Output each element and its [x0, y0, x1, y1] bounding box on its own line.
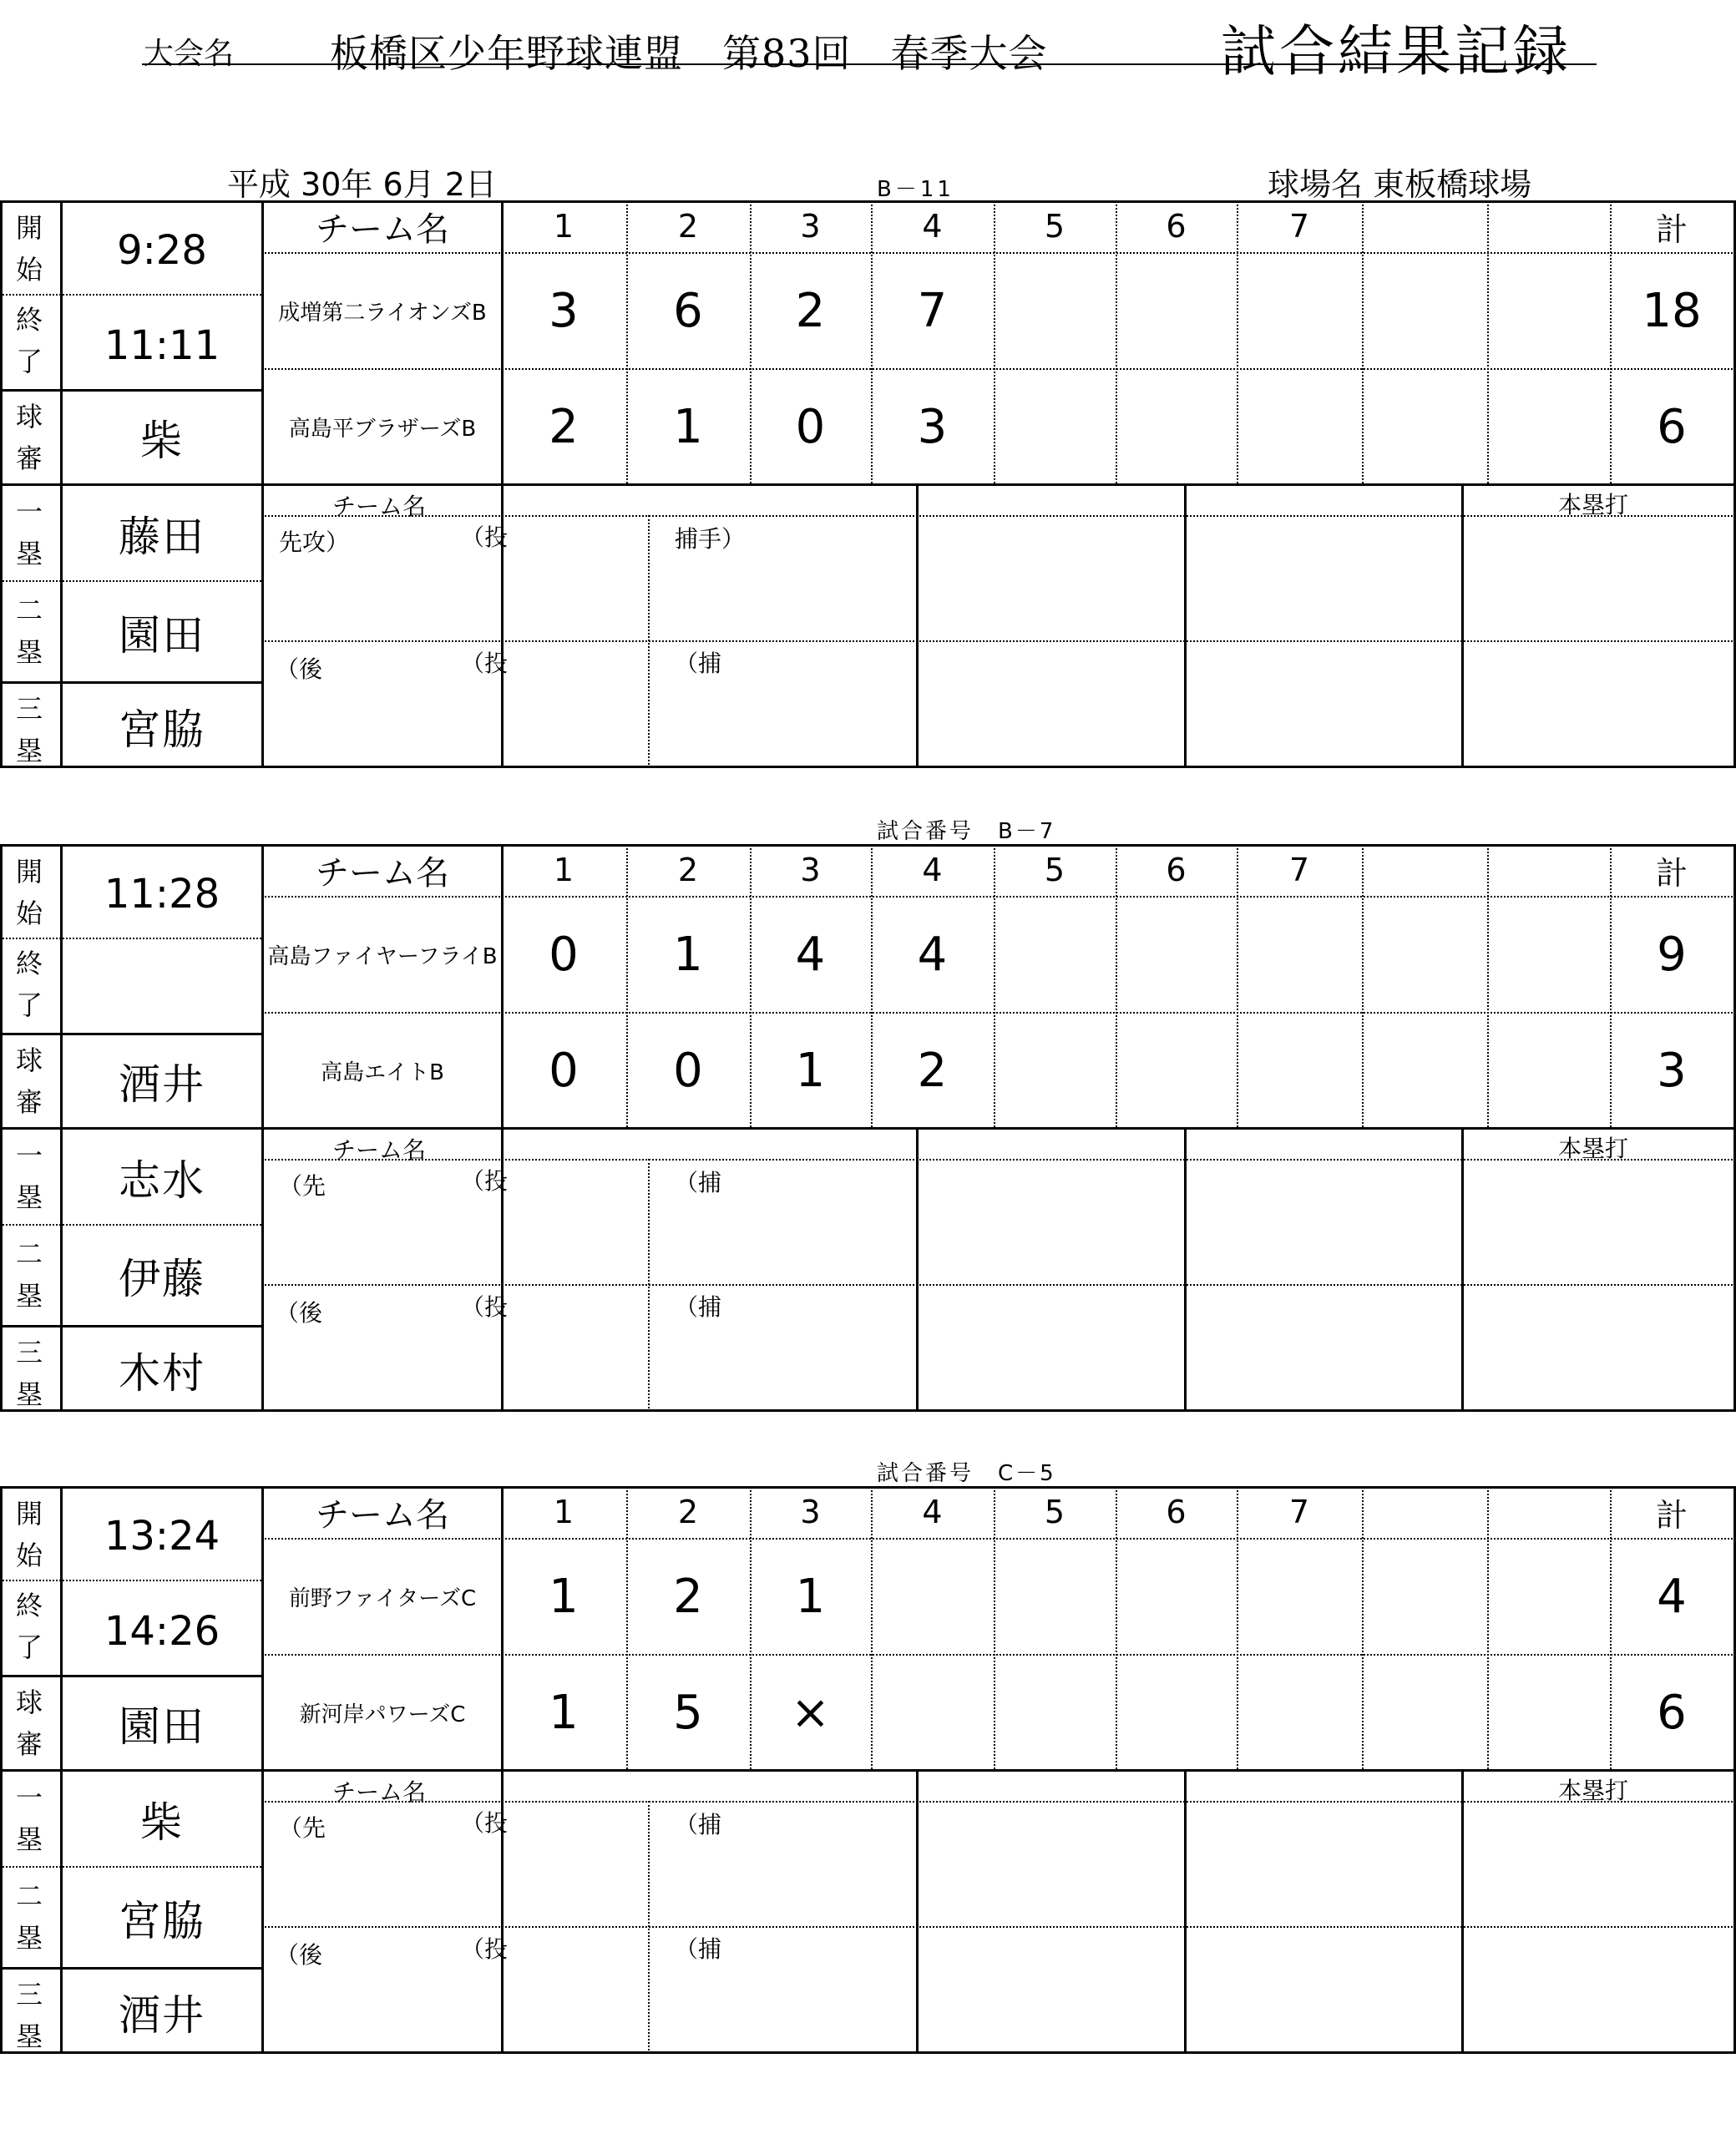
inning-header: 3 [800, 852, 821, 888]
inning-score [1116, 898, 1237, 1012]
inning-header: 2 [677, 208, 699, 245]
start-time-label: 始 [15, 1540, 43, 1571]
inning-score [1116, 370, 1237, 483]
inning-score [994, 1540, 1116, 1654]
plate-umpire-label: 球 [15, 1044, 43, 1076]
first-pitcher-label: （投 [461, 523, 509, 551]
second-base-umpire: 伊藤 [119, 1255, 205, 1303]
inning-score [1237, 370, 1362, 483]
inning-score: 3 [917, 399, 948, 454]
game-record-2 [0, 844, 1736, 1487]
total-score: 6 [1657, 399, 1687, 454]
second-base-umpire-label: 二 [15, 1238, 43, 1270]
second-base-umpire-label: 二 [15, 594, 43, 626]
first-base-umpire-label: 塁 [15, 1181, 43, 1213]
inning-score [1487, 370, 1610, 483]
inning-header: 6 [1166, 1494, 1187, 1530]
second-catcher-label: （捕 [675, 650, 722, 677]
first-catcher-label: （捕 [675, 1811, 722, 1838]
plate-umpire: 園田 [119, 1702, 205, 1751]
grid-line [261, 1284, 1736, 1286]
game-number-label: 試合番号 B－7 [877, 819, 1056, 844]
start-time-label: 始 [15, 898, 43, 929]
grid-line [1461, 1127, 1464, 1412]
start-time-label: 開 [15, 212, 43, 244]
end-time-label: 了 [15, 346, 43, 377]
first-pitcher-label: （投 [461, 1167, 509, 1195]
end-time-label: 了 [15, 1631, 43, 1663]
grid-line [916, 1127, 919, 1412]
total-score: 6 [1657, 1685, 1687, 1740]
inning-score: 4 [795, 928, 826, 982]
grid-line [0, 1866, 261, 1868]
inning-score: 1 [549, 1685, 579, 1740]
second-base-umpire-label: 塁 [15, 636, 43, 668]
second-pitcher-label: （投 [461, 1293, 509, 1321]
first-catcher-label: （捕 [675, 1169, 722, 1196]
game-date: 平成 30年 6月 2日 [227, 166, 497, 203]
first-team-label: 先攻） [279, 528, 350, 556]
first-base-umpire: 柴 [140, 1798, 184, 1847]
end-time-label: 終 [15, 1590, 43, 1621]
homerun-header: 本塁打 [1558, 1777, 1629, 1804]
inning-header [1362, 844, 1487, 896]
inning-header: 2 [677, 1494, 699, 1530]
inning-score: 0 [549, 928, 579, 982]
inning-score [994, 898, 1116, 1012]
grid-line [261, 1926, 1736, 1928]
inning-score [1362, 1540, 1487, 1654]
total-score: 18 [1642, 284, 1702, 338]
inning-header [1362, 200, 1487, 252]
grid-line [1184, 483, 1187, 768]
venue-name: 球場名 東板橋球場 [1268, 166, 1532, 203]
inning-score: 3 [549, 284, 579, 338]
inning-header: 3 [800, 208, 821, 245]
end-time-label: 終 [15, 948, 43, 979]
inning-score: 0 [549, 1043, 579, 1098]
second-base-umpire: 宮脇 [119, 1897, 205, 1945]
inning-header [1487, 844, 1610, 896]
third-base-umpire: 酒井 [119, 1990, 205, 2040]
team-name: 新河岸パワーズC [299, 1702, 466, 1727]
grid-line [0, 1224, 261, 1226]
team-name-header: チーム名 [316, 853, 449, 893]
first-base-umpire-label: 塁 [15, 538, 43, 569]
grid-line [916, 1769, 919, 2054]
grid-line [1184, 1127, 1187, 1412]
inning-score: × [791, 1685, 830, 1740]
tournament-name: 板橋区少年野球連盟 第83回 春季大会 [330, 31, 1048, 76]
plate-umpire-label: 審 [15, 1728, 43, 1760]
inning-score [1362, 254, 1487, 368]
inning-header [1487, 200, 1610, 252]
inning-score [1237, 898, 1362, 1012]
plate-umpire-label: 球 [15, 401, 43, 432]
second-pitcher-label: （投 [461, 650, 509, 677]
inning-header: 6 [1166, 208, 1187, 245]
inning-score [1116, 1656, 1237, 1769]
inning-score [1237, 1656, 1362, 1769]
grid-line [261, 1801, 1736, 1803]
inning-header: 4 [922, 852, 943, 888]
inning-header: 4 [922, 208, 943, 245]
inning-score [1116, 1540, 1237, 1654]
inning-header: 6 [1166, 852, 1187, 888]
grid-line [0, 938, 261, 939]
plate-umpire: 柴 [140, 417, 184, 465]
start-time: 9:28 [117, 227, 207, 274]
first-pitcher-label: （投 [461, 1809, 509, 1837]
team-name: 高島エイトB [321, 1059, 444, 1085]
inning-score [1116, 1014, 1237, 1127]
grid-line [0, 1580, 261, 1581]
inning-score: 7 [917, 284, 948, 338]
inning-score: 1 [673, 399, 703, 454]
second-catcher-label: （捕 [675, 1935, 722, 1963]
inning-header: 4 [922, 1494, 943, 1530]
end-time: 11:11 [104, 322, 220, 369]
first-base-umpire: 志水 [119, 1156, 205, 1205]
grid-line [1461, 1769, 1464, 2054]
grid-line [916, 483, 919, 768]
inning-header: 1 [553, 1494, 574, 1530]
inning-score [1362, 1656, 1487, 1769]
game-number-label: B－11 [877, 177, 954, 202]
team-name-header: チーム名 [316, 1495, 449, 1535]
grid-line [1461, 483, 1464, 768]
total-header: 計 [1655, 854, 1688, 892]
inning-score [1362, 898, 1487, 1012]
end-time [63, 946, 261, 1033]
grid-line [261, 640, 1736, 642]
inning-score [1487, 1540, 1610, 1654]
team-name: 成増第二ライオンズB [278, 301, 487, 326]
game-number-label: 試合番号 C－5 [877, 1461, 1056, 1486]
inning-header: 5 [1044, 208, 1065, 245]
start-time-label: 始 [15, 254, 43, 286]
tournament-label: 大会名 [144, 37, 235, 71]
inning-score [1487, 1656, 1610, 1769]
inning-header: 5 [1044, 852, 1065, 888]
end-time-label: 終 [15, 304, 43, 336]
inning-score: 2 [795, 284, 826, 338]
inning-header [1362, 1486, 1487, 1538]
third-base-umpire-label: 三 [15, 1979, 43, 2010]
team-name-header: チーム名 [316, 210, 449, 249]
battery-team-name-header: チーム名 [332, 1778, 427, 1806]
total-score: 3 [1657, 1043, 1687, 1098]
inning-score: 2 [917, 1043, 948, 1098]
battery-team-name-header: チーム名 [332, 1136, 427, 1164]
inning-score [994, 1656, 1116, 1769]
header-underline [142, 63, 1597, 65]
inning-header: 3 [800, 1494, 821, 1530]
second-team-label: （後 [276, 655, 323, 683]
inning-score [1487, 254, 1610, 368]
homerun-header: 本塁打 [1558, 491, 1629, 518]
inning-score: 1 [549, 1570, 579, 1624]
inning-score: 5 [673, 1685, 703, 1740]
inning-score: 1 [795, 1043, 826, 1098]
end-time-label: 了 [15, 989, 43, 1021]
inning-score [1237, 254, 1362, 368]
grid-line [1184, 1769, 1187, 2054]
inning-header: 7 [1288, 1494, 1310, 1530]
inning-score [1487, 898, 1610, 1012]
first-base-umpire: 藤田 [119, 512, 205, 561]
second-base-umpire-label: 塁 [15, 1280, 43, 1312]
inning-score: 4 [917, 928, 948, 982]
second-team-label: （後 [276, 1299, 323, 1327]
inning-score: 0 [795, 399, 826, 454]
inning-score [1362, 370, 1487, 483]
battery-team-name-header: チーム名 [332, 493, 427, 520]
inning-score [1116, 254, 1237, 368]
grid-line [0, 580, 261, 582]
third-base-umpire-label: 塁 [15, 735, 43, 766]
total-header: 計 [1655, 210, 1688, 248]
team-name: 前野ファイターズC [288, 1586, 477, 1611]
grid-line [261, 515, 1736, 517]
plate-umpire: 酒井 [119, 1060, 205, 1109]
inning-header: 7 [1288, 208, 1310, 245]
first-catcher-label: 捕手） [675, 525, 746, 553]
third-base-umpire-label: 塁 [15, 2020, 43, 2052]
inning-score [1237, 1014, 1362, 1127]
third-base-umpire: 木村 [119, 1348, 205, 1398]
third-base-umpire-label: 三 [15, 693, 43, 725]
inning-score [1487, 1014, 1610, 1127]
inning-score [871, 1540, 994, 1654]
first-base-umpire-label: 一 [15, 496, 43, 528]
inning-header [1487, 1486, 1610, 1538]
homerun-header: 本塁打 [1558, 1135, 1629, 1162]
grid-line [0, 294, 261, 296]
plate-umpire-label: 審 [15, 442, 43, 474]
inning-score: 2 [549, 399, 579, 454]
grid-line [261, 1159, 1736, 1161]
start-time-label: 開 [15, 1498, 43, 1530]
inning-score: 1 [795, 1570, 826, 1624]
game-record-1 [0, 200, 1736, 843]
inning-header: 5 [1044, 1494, 1065, 1530]
team-name: 高島平ブラザーズB [288, 416, 477, 442]
inning-score [994, 370, 1116, 483]
inning-header: 2 [677, 852, 699, 888]
second-base-umpire-label: 二 [15, 1880, 43, 1912]
inning-score: 6 [673, 284, 703, 338]
start-time-label: 開 [15, 856, 43, 888]
first-team-label: （先 [279, 1172, 326, 1200]
team-name: 高島ファイヤーフライB [267, 944, 498, 969]
plate-umpire-label: 球 [15, 1687, 43, 1718]
start-time: 11:28 [104, 871, 220, 918]
second-base-umpire-label: 塁 [15, 1922, 43, 1954]
inning-score [1362, 1014, 1487, 1127]
second-pitcher-label: （投 [461, 1935, 509, 1963]
first-base-umpire-label: 一 [15, 1140, 43, 1171]
total-score: 9 [1657, 928, 1687, 982]
inning-score: 0 [673, 1043, 703, 1098]
total-header: 計 [1655, 1496, 1688, 1534]
end-time: 14:26 [104, 1608, 220, 1655]
inning-header: 7 [1288, 852, 1310, 888]
first-base-umpire-label: 一 [15, 1782, 43, 1813]
inning-header: 1 [553, 208, 574, 245]
start-time: 13:24 [104, 1513, 220, 1560]
inning-score [994, 254, 1116, 368]
second-catcher-label: （捕 [675, 1293, 722, 1321]
first-team-label: （先 [279, 1814, 326, 1842]
first-base-umpire-label: 塁 [15, 1823, 43, 1855]
total-score: 4 [1657, 1570, 1687, 1624]
inning-score [994, 1014, 1116, 1127]
third-base-umpire: 宮脇 [119, 705, 205, 754]
second-base-umpire: 園田 [119, 611, 205, 660]
third-base-umpire-label: 塁 [15, 1378, 43, 1410]
inning-score: 2 [673, 1570, 703, 1624]
document-title: 試合結果記録 [1221, 19, 1572, 83]
third-base-umpire-label: 三 [15, 1337, 43, 1368]
game-record-3 [0, 1486, 1736, 2129]
plate-umpire-label: 審 [15, 1086, 43, 1118]
second-team-label: （後 [276, 1941, 323, 1969]
inning-score: 1 [673, 928, 703, 982]
inning-score [1237, 1540, 1362, 1654]
inning-score [871, 1656, 994, 1769]
inning-header: 1 [553, 852, 574, 888]
